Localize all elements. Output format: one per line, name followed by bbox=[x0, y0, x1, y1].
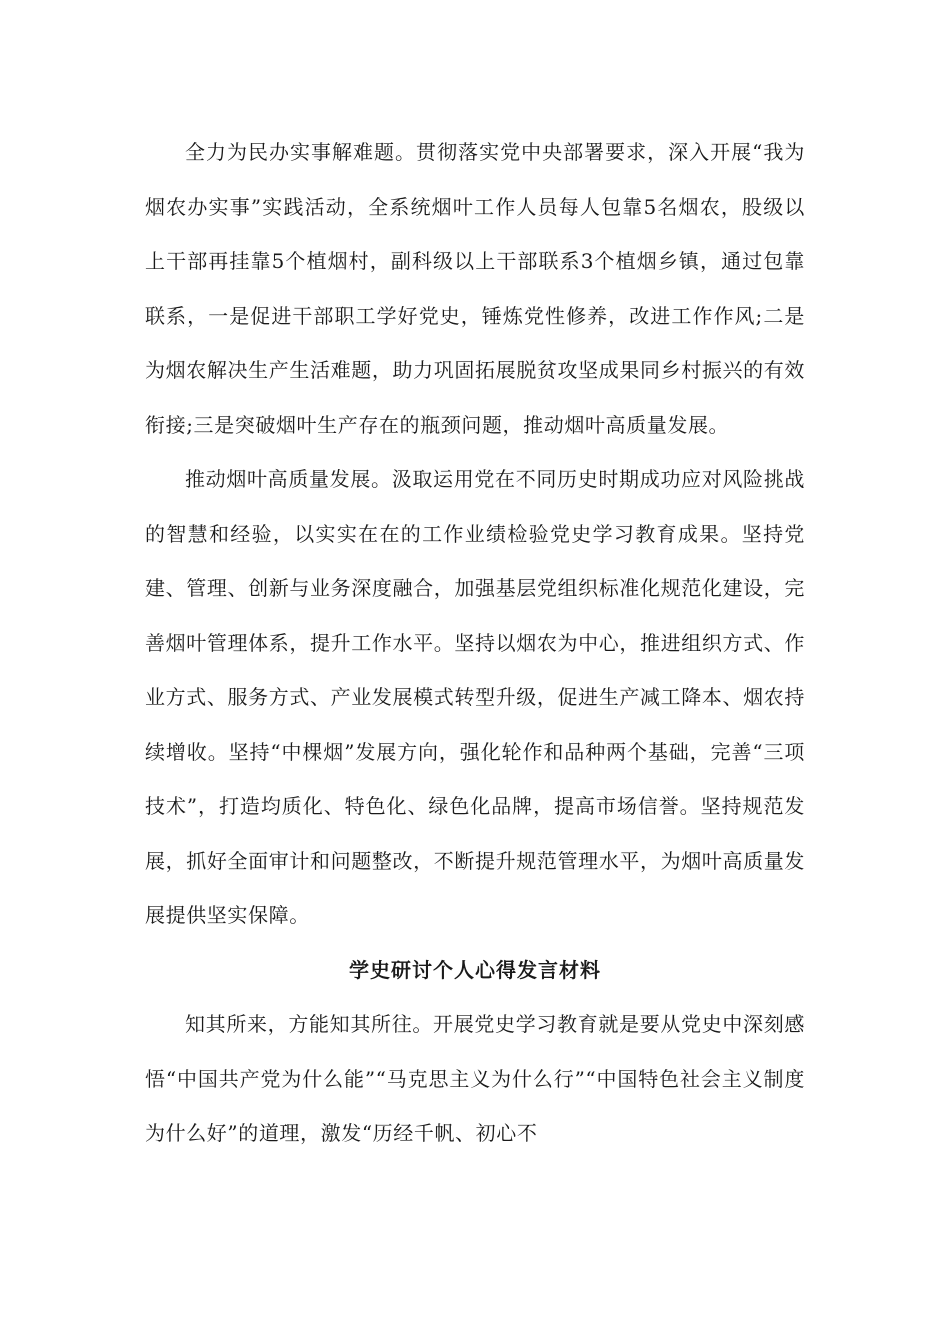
paragraph-know-origins: 知其所来，方能知其所往。开展党史学习教育就是要从党史中深刻感悟“中国共产党为什么能”“马克思主义为什么行”“中国特色社会主义制度为什么好”的道理，激发“历经千帆、初心不 bbox=[145, 1012, 805, 1145]
paragraph-high-quality-development: 推动烟叶高质量发展。汲取运用党在不同历史时期成功应对风险挑战的智慧和经验，以实实在在的工作业绩检验党史学习教育成果。坚持党建、管理、创新与业务深度融合，加强基层党组织标准化规范化建设，完善烟叶管理体系，提升工作水平。坚持以烟农为中心，推进组织方式、作业方式、服务方式、产业发展模式转型升级，促进生产减工降本、烟农持续增收。坚持“中棵烟”发展方向，强化轮作和品种两个基础，完善“三项技术”，打造均质化、特色化、绿色化品牌，提高市场信誉。坚持规范发展，抓好全面审计和问题整改，不断提升规范管理水平，为烟叶高质量发展提供坚实保障。 bbox=[145, 467, 805, 927]
paragraph-practical-work: 全力为民办实事解难题。贯彻落实党中央部署要求，深入开展“我为烟农办实事”实践活动，全系统烟叶工作人员每人包靠5名烟农，股级以上干部再挂靠5个植烟村，副科级以上干部联系3个植烟乡镇，通过包靠联系，一是促进干部职工学好党史，锤炼党性修养，改进工作作风;二是为烟农解决生产生活难题，助力巩固拓展脱贫攻坚成果同乡村振兴的有效衔接;三是突破烟叶生产存在的瓶颈问题，推动烟叶高质量发展。 bbox=[145, 140, 805, 437]
document-body bbox=[145, 125, 805, 1161]
section-title: 学史研讨个人心得发言材料 bbox=[349, 957, 601, 982]
